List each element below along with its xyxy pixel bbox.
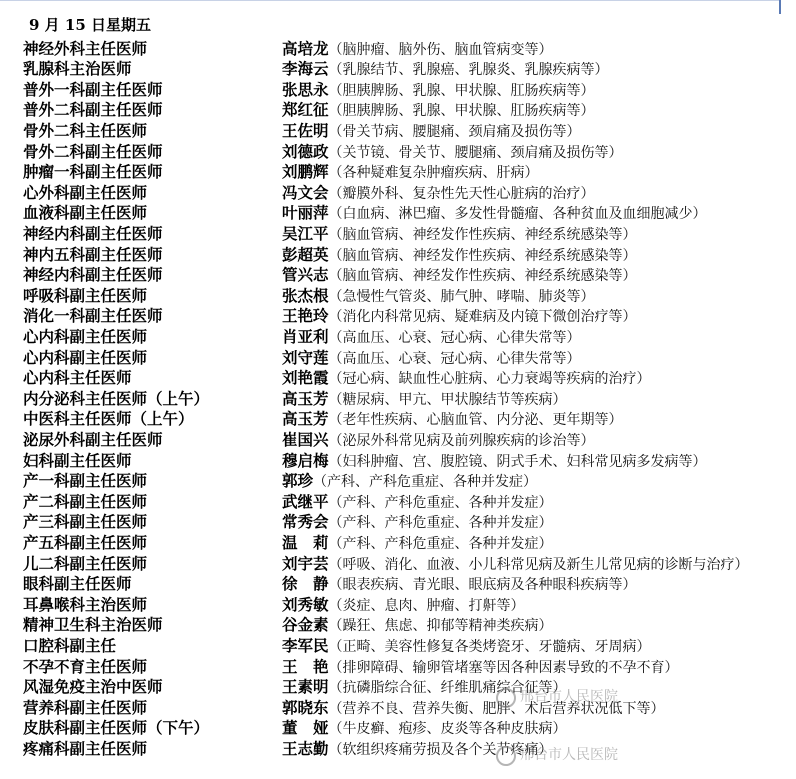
specialty-text: （各种疑难复杂肿瘤疾病、肝病）	[328, 165, 539, 182]
doctor-entry	[282, 615, 553, 636]
doctor-name: 高培龙	[282, 38, 329, 58]
doctor-entry	[282, 636, 651, 657]
doctor-entry	[282, 142, 623, 163]
specialty-text: （胆胰脾肠、乳腺、甲状腺、肛肠疾病等）	[328, 82, 595, 99]
department-title: 乳腺科主治医师	[23, 59, 132, 79]
department-title: 心内科主任医师	[23, 368, 132, 388]
specialty-text: （骨关节病、腰腿痛、颈肩痛及损伤等）	[328, 123, 581, 140]
specialty-text: （躁狂、焦虑、抑郁等精神类疾病）	[328, 618, 553, 635]
doctor-name: 郑红征	[282, 100, 329, 120]
department-title: 疼痛科副主任医师	[23, 738, 148, 758]
doctor-name: 董 娅	[282, 718, 329, 738]
doctor-name: 王 艳	[282, 656, 329, 676]
doctor-name: 彭超英	[282, 244, 329, 264]
specialty-text: （高血压、心衰、冠心病、心律失常等）	[328, 350, 581, 367]
specialty-text: （白血病、淋巴瘤、多发性骨髓瘤、各种贫血及血细胞减少）	[328, 206, 707, 223]
doctor-entry	[282, 286, 595, 307]
schedule-row	[0, 142, 796, 163]
doctor-entry	[282, 718, 567, 739]
schedule-row	[0, 636, 796, 657]
specialty-text: （脑血管病、神经发作性疾病、神经系统感染等）	[328, 268, 637, 285]
schedule-row	[0, 739, 796, 760]
department-title: 心外科副主任医师	[23, 182, 148, 202]
department-title: 风湿免疫主治中医师	[23, 677, 163, 697]
doctor-entry	[282, 39, 553, 60]
date-heading: 9 月 15 日星期五	[29, 16, 151, 34]
specialty-text: （呼吸、消化、血液、小儿科常见病及新生儿常见病的诊断与治疗）	[328, 556, 749, 573]
doctor-name: 王志勤	[282, 738, 329, 758]
specialty-text: （脑血管病、神经发作性疾病、神经系统感染等）	[328, 247, 637, 264]
specialty-text: （正畸、美容性修复各类烤瓷牙、牙髓病、牙周病）	[328, 638, 651, 655]
doctor-entry	[282, 451, 707, 472]
specialty-text: （泌尿外科常见病及前列腺疾病的诊治等）	[328, 432, 595, 449]
doctor-entry	[282, 574, 637, 595]
department-title: 妇科副主任医师	[23, 450, 132, 470]
doctor-entry	[282, 348, 581, 369]
schedule-row	[0, 265, 796, 286]
department-title: 精神卫生科主治医师	[23, 615, 163, 635]
schedule-row	[0, 39, 796, 60]
department-title: 消化一科副主任医师	[23, 306, 163, 326]
doctor-name: 徐 静	[282, 574, 329, 594]
specialty-text: （关节镜、骨关节、腰腿痛、颈肩痛及损伤等）	[328, 144, 623, 161]
schedule-row	[0, 512, 796, 533]
department-title: 产一科副主任医师	[23, 471, 148, 491]
specialty-text: （产科、产科危重症、各种并发症）	[328, 494, 553, 511]
department-title: 皮肤科副主任医师（下午）	[23, 718, 210, 738]
doctor-name: 李海云	[282, 59, 329, 79]
schedule-row	[0, 430, 796, 451]
specialty-text: （乳腺结节、乳腺癌、乳腺炎、乳腺疾病等）	[328, 62, 609, 79]
schedule-row	[0, 389, 796, 410]
department-title: 心内科副主任医师	[23, 347, 148, 367]
schedule-row	[0, 615, 796, 636]
doctor-name: 温 莉	[282, 532, 329, 552]
department-title: 呼吸科副主任医师	[23, 285, 148, 305]
department-title: 肿瘤一科副主任医师	[23, 162, 163, 182]
doctor-entry	[282, 492, 553, 513]
department-title: 口腔科副主任	[23, 635, 117, 655]
doctor-entry	[282, 121, 581, 142]
specialty-text: （软组织疼痛劳损及各个关节疼痛）	[328, 741, 553, 758]
doctor-name: 王佐明	[282, 120, 329, 140]
department-title: 产二科副主任医师	[23, 491, 148, 511]
schedule-row	[0, 471, 796, 492]
specialty-text: （抗磷脂综合征、纤维肌痛综合征等）	[328, 680, 567, 697]
schedule-row	[0, 121, 796, 142]
doctor-entry	[282, 512, 553, 533]
doctor-name: 冯文会	[282, 182, 329, 202]
schedule-row	[0, 574, 796, 595]
department-title: 神经内科副主任医师	[23, 265, 163, 285]
department-title: 骨外二科副主任医师	[23, 141, 163, 161]
specialty-text: （高血压、心衰、冠心病、心律失常等）	[328, 329, 581, 346]
doctor-name: 肖亚利	[282, 326, 329, 346]
specialty-text: （产科、产科危重症、各种并发症）	[328, 535, 553, 552]
department-title: 骨外二科主任医师	[23, 120, 148, 140]
doctor-entry	[282, 327, 581, 348]
department-title: 普外一科副主任医师	[23, 79, 163, 99]
doctor-entry	[282, 224, 637, 245]
department-title: 神经外科主任医师	[23, 38, 148, 58]
department-title: 普外二科副主任医师	[23, 100, 163, 120]
specialty-text: （妇科肿瘤、宫、腹腔镜、阴式手术、妇科常见病多发病等）	[328, 453, 707, 470]
specialty-text: （老年性疾病、心脑血管、内分泌、更年期等）	[328, 412, 623, 429]
doctor-entry	[282, 80, 595, 101]
specialty-text: （产科、产科危重症、各种并发症）	[313, 474, 538, 491]
doctor-entry	[282, 306, 637, 327]
doctor-entry	[282, 203, 707, 224]
doctor-entry	[282, 657, 679, 678]
schedule-row	[0, 554, 796, 575]
specialty-text: （产科、产科危重症、各种并发症）	[328, 515, 553, 532]
doctor-entry	[282, 389, 567, 410]
watermark-text-1: 邢台市人民医院	[520, 689, 618, 705]
schedule-row	[0, 327, 796, 348]
schedule-row	[0, 451, 796, 472]
department-title: 耳鼻喉科主治医师	[23, 594, 148, 614]
doctor-entry	[282, 471, 537, 492]
schedule-row	[0, 718, 796, 739]
department-title: 神内五科副主任医师	[23, 244, 163, 264]
department-title: 营养科副主任医师	[23, 697, 148, 717]
doctor-name: 穆启梅	[282, 450, 329, 470]
doctor-name: 谷金素	[282, 615, 329, 635]
doctor-entry	[282, 265, 637, 286]
doctor-name: 刘鹏辉	[282, 162, 329, 182]
watermark-chat-icon	[496, 688, 516, 708]
frame-right-border	[779, 0, 781, 14]
doctor-name: 张思永	[282, 79, 329, 99]
doctor-name: 高玉芳	[282, 388, 329, 408]
specialty-text: （营养不良、营养失衡、肥胖、术后营养状况低下等）	[328, 700, 665, 717]
schedule-row	[0, 306, 796, 327]
doctor-name: 武继平	[282, 491, 329, 511]
department-title: 产五科副主任医师	[23, 532, 148, 552]
doctor-name: 高玉芳	[282, 409, 329, 429]
specialty-text: （牛皮癣、疱疹、皮炎等各种皮肤病）	[328, 721, 567, 738]
specialty-text: （瓣膜外科、复杂性先天性心脏病的治疗）	[328, 185, 595, 202]
department-title: 不孕不育主任医师	[23, 656, 148, 676]
schedule-row	[0, 698, 796, 719]
schedule-row	[0, 80, 796, 101]
doctor-entry	[282, 368, 651, 389]
schedule-row	[0, 595, 796, 616]
doctor-name: 刘宇芸	[282, 553, 329, 573]
frame-top-border	[0, 0, 781, 1]
doctor-name: 刘守莲	[282, 347, 329, 367]
doctor-entry	[282, 554, 749, 575]
specialty-text: （眼表疾病、青光眼、眼底病及各种眼科疾病等）	[328, 577, 637, 594]
doctor-entry	[282, 183, 595, 204]
schedule-row	[0, 100, 796, 121]
doctor-name: 常秀会	[282, 512, 329, 532]
doctor-name: 王素明	[282, 677, 329, 697]
watermark-text-2: 邢台市人民医院	[520, 747, 618, 763]
doctor-name: 刘秀敏	[282, 594, 329, 614]
doctor-name: 崔国兴	[282, 429, 329, 449]
doctor-name: 刘德政	[282, 141, 329, 161]
department-title: 眼科副主任医师	[23, 574, 132, 594]
schedule-row	[0, 224, 796, 245]
schedule-row	[0, 677, 796, 698]
department-title: 儿二科副主任医师	[23, 553, 148, 573]
department-title: 神经内科副主任医师	[23, 223, 163, 243]
doctor-entry	[282, 430, 595, 451]
department-title: 心内科副主任医师	[23, 326, 148, 346]
specialty-text: （排卵障碍、输卵管堵塞等因各种因素导致的不孕不育）	[328, 659, 679, 676]
doctor-entry	[282, 59, 609, 80]
schedule-row	[0, 286, 796, 307]
doctor-name: 李军民	[282, 635, 329, 655]
doctor-name: 管兴志	[282, 265, 329, 285]
department-title: 泌尿外科副主任医师	[23, 429, 163, 449]
specialty-text: （炎症、息肉、肿瘤、打鼾等）	[328, 597, 525, 614]
doctor-name: 王艳玲	[282, 306, 329, 326]
specialty-text: （冠心病、缺血性心脏病、心力衰竭等疾病的治疗）	[328, 371, 651, 388]
schedule-row	[0, 533, 796, 554]
department-title: 血液科副主任医师	[23, 203, 148, 223]
schedule-row	[0, 409, 796, 430]
schedule-row	[0, 245, 796, 266]
schedule-row	[0, 203, 796, 224]
schedule-row	[0, 368, 796, 389]
schedule-row	[0, 183, 796, 204]
specialty-text: （急慢性气管炎、肺气肿、哮喘、肺炎等）	[328, 288, 595, 305]
doctor-entry	[282, 162, 539, 183]
specialty-text: （消化内科常见病、疑难病及内镜下微创治疗等）	[328, 309, 637, 326]
department-title: 中医科主任医师（上午）	[23, 409, 194, 429]
specialty-text: （胆胰脾肠、乳腺、甲状腺、肛肠疾病等）	[328, 103, 595, 120]
schedule-row	[0, 492, 796, 513]
schedule-row	[0, 348, 796, 369]
doctor-name: 郭珍	[282, 471, 314, 491]
doctor-entry	[282, 245, 637, 266]
doctor-name: 郭晓东	[282, 697, 329, 717]
specialty-text: （脑肿瘤、脑外伤、脑血管病变等）	[328, 41, 553, 58]
department-title: 产三科副主任医师	[23, 512, 148, 532]
doctor-entry	[282, 533, 553, 554]
doctor-name: 叶丽萍	[282, 203, 329, 223]
department-title: 内分泌科主任医师（上午）	[23, 388, 210, 408]
doctor-entry	[282, 100, 595, 121]
specialty-text: （脑血管病、神经发作性疾病、神经系统感染等）	[328, 226, 637, 243]
schedule-row	[0, 162, 796, 183]
schedule-row	[0, 657, 796, 678]
schedule-row	[0, 59, 796, 80]
doctor-entry	[282, 595, 525, 616]
watermark-chat-icon-2	[496, 746, 516, 766]
doctor-entry	[282, 409, 623, 430]
doctor-name: 张杰根	[282, 285, 329, 305]
doctor-name: 刘艳霞	[282, 368, 329, 388]
doctor-name: 吴江平	[282, 223, 329, 243]
specialty-text: （糖尿病、甲亢、甲状腺结节等疾病）	[328, 391, 567, 408]
